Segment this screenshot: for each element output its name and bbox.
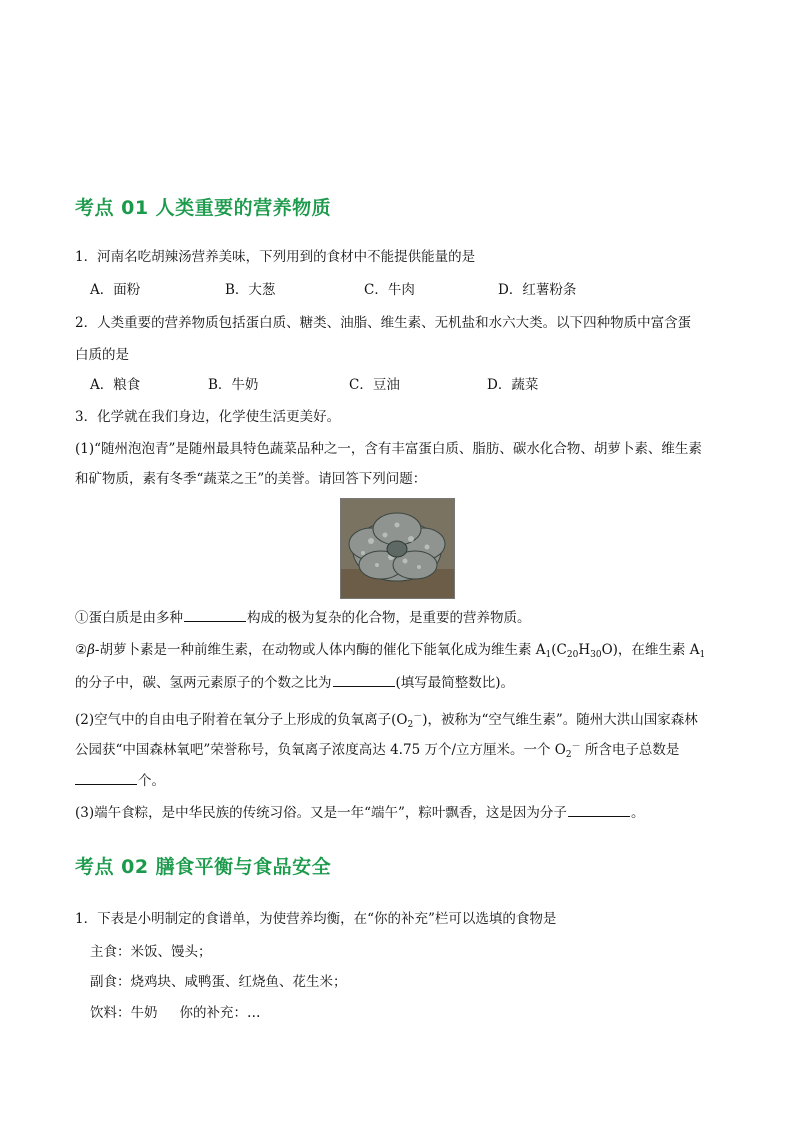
answer-blank[interactable] bbox=[568, 802, 630, 817]
superscript: － bbox=[413, 712, 423, 722]
cabbage-illustration bbox=[341, 499, 454, 598]
option-b: B．大葱 bbox=[225, 282, 276, 298]
sub1-text-b: 构成的极为复杂的化合物，是重要的营养物质。 bbox=[247, 610, 531, 626]
question-2-stem-line1: 2．人类重要的营养物质包括蛋白质、糖类、油脂、维生素、无机盐和水六大类。以下四种物质中富含蛋 bbox=[75, 315, 692, 331]
beta-symbol: β bbox=[87, 642, 95, 658]
subscript: 30 bbox=[590, 650, 602, 660]
option-c: C．豆油 bbox=[349, 377, 400, 393]
menu-row-drink bbox=[90, 1003, 261, 1023]
question-2-stem-line2: 白质的是 bbox=[75, 347, 129, 363]
sub2-text-a: ② bbox=[75, 642, 88, 658]
question-3-sub2-line1 bbox=[75, 640, 705, 665]
sub2-line2-b: (填写最简整数比)。 bbox=[395, 675, 515, 691]
sub2-line2-a: 的分子中，碳、氢两元素原子的个数之比为 bbox=[75, 675, 332, 691]
sub2-text-c: (C bbox=[551, 642, 567, 658]
p3-text-a: (3)端午食粽，是中华民族的传统习俗。又是一年“端午”，粽叶飘香，这是因为分子 bbox=[75, 805, 567, 821]
question-3-part1-line2: 和矿物质，素有冬季“蔬菜之王”的美誉。请回答下列问题： bbox=[75, 471, 427, 487]
superscript: － bbox=[571, 742, 581, 752]
p2-line3: 个。 bbox=[138, 773, 165, 789]
question-3-part3 bbox=[75, 802, 644, 823]
section-title-1: 考点 01 人类重要的营养物质 bbox=[75, 197, 332, 219]
question-3-stem: 3．化学就在我们身边，化学使生活更美好。 bbox=[75, 409, 341, 425]
sub2-text-d: H bbox=[578, 642, 591, 658]
question-1-stem: 1．河南名吃胡辣汤营养美味，下列用到的食材中不能提供能量的是 bbox=[75, 249, 476, 265]
menu-your-addition: 你的补充：… bbox=[179, 1005, 261, 1021]
option-b: B．牛奶 bbox=[208, 377, 259, 393]
question-2-options bbox=[90, 375, 610, 395]
question-3-sub1 bbox=[75, 607, 531, 628]
sub2-text-e: O)，在维生素 A bbox=[601, 642, 700, 658]
menu-row-staple: 主食：米饭、馒头； bbox=[90, 944, 212, 960]
p2-line2-b: 所含电子总数是 bbox=[580, 742, 680, 758]
option-d: D．红薯粉条 bbox=[498, 282, 577, 298]
p2-text-b: )，被称为“空气维生素”。随州大洪山国家森林 bbox=[422, 712, 698, 728]
cabbage-photo bbox=[340, 498, 455, 599]
menu-drink: 饮料：牛奶 bbox=[90, 1005, 158, 1021]
sub2-text-b: -胡萝卜素是一种前维生素，在动物或人体内酶的催化下能氧化成为维生素 A bbox=[94, 642, 546, 658]
answer-blank[interactable] bbox=[333, 672, 395, 687]
p2-line2-a: 公园获“中国森林氧吧”荣誉称号，负氧离子浓度高达 4.75 万个/立方厘米。一个 O bbox=[75, 742, 566, 758]
option-d: D．蔬菜 bbox=[487, 377, 539, 393]
sub1-text-a: ①蛋白质是由多种 bbox=[75, 610, 183, 626]
question-3-part2-line2 bbox=[75, 737, 679, 765]
option-a: A．粮食 bbox=[90, 377, 141, 393]
subscript: 2 bbox=[565, 750, 572, 760]
question-3-part1-line1: (1)“随州泡泡青”是随州最具特色蔬菜品种之一，含有丰富蛋白质、脂肪、碳水化合物、胡萝卜素、维生素 bbox=[75, 441, 702, 457]
section2-question-1-stem: 1．下表是小明制定的食谱单，为使营养均衡，在“你的补充”栏可以选填的食物是 bbox=[75, 911, 557, 927]
question-3-part2-line3 bbox=[75, 770, 165, 791]
p2-text-a: (2)空气中的自由电子附着在氧分子上形成的负氧离子(O bbox=[75, 712, 408, 728]
subscript: 20 bbox=[566, 650, 579, 660]
p3-text-b: 。 bbox=[630, 805, 645, 821]
menu-row-side: 副食：烧鸡块、咸鸭蛋、红烧鱼、花生米； bbox=[90, 974, 347, 990]
option-c: C．牛肉 bbox=[364, 282, 415, 298]
question-1-options bbox=[90, 280, 610, 300]
answer-blank[interactable] bbox=[184, 607, 246, 622]
subscript: 1 bbox=[545, 650, 552, 660]
section-title-2: 考点 02 膳食平衡与食品安全 bbox=[75, 856, 332, 878]
question-3-part2-line1 bbox=[75, 707, 698, 735]
answer-blank[interactable] bbox=[75, 770, 137, 785]
option-a: A．面粉 bbox=[90, 282, 141, 298]
subscript: 1 bbox=[699, 650, 706, 660]
question-3-sub2-line2 bbox=[75, 672, 514, 693]
subscript: 2 bbox=[407, 720, 414, 730]
